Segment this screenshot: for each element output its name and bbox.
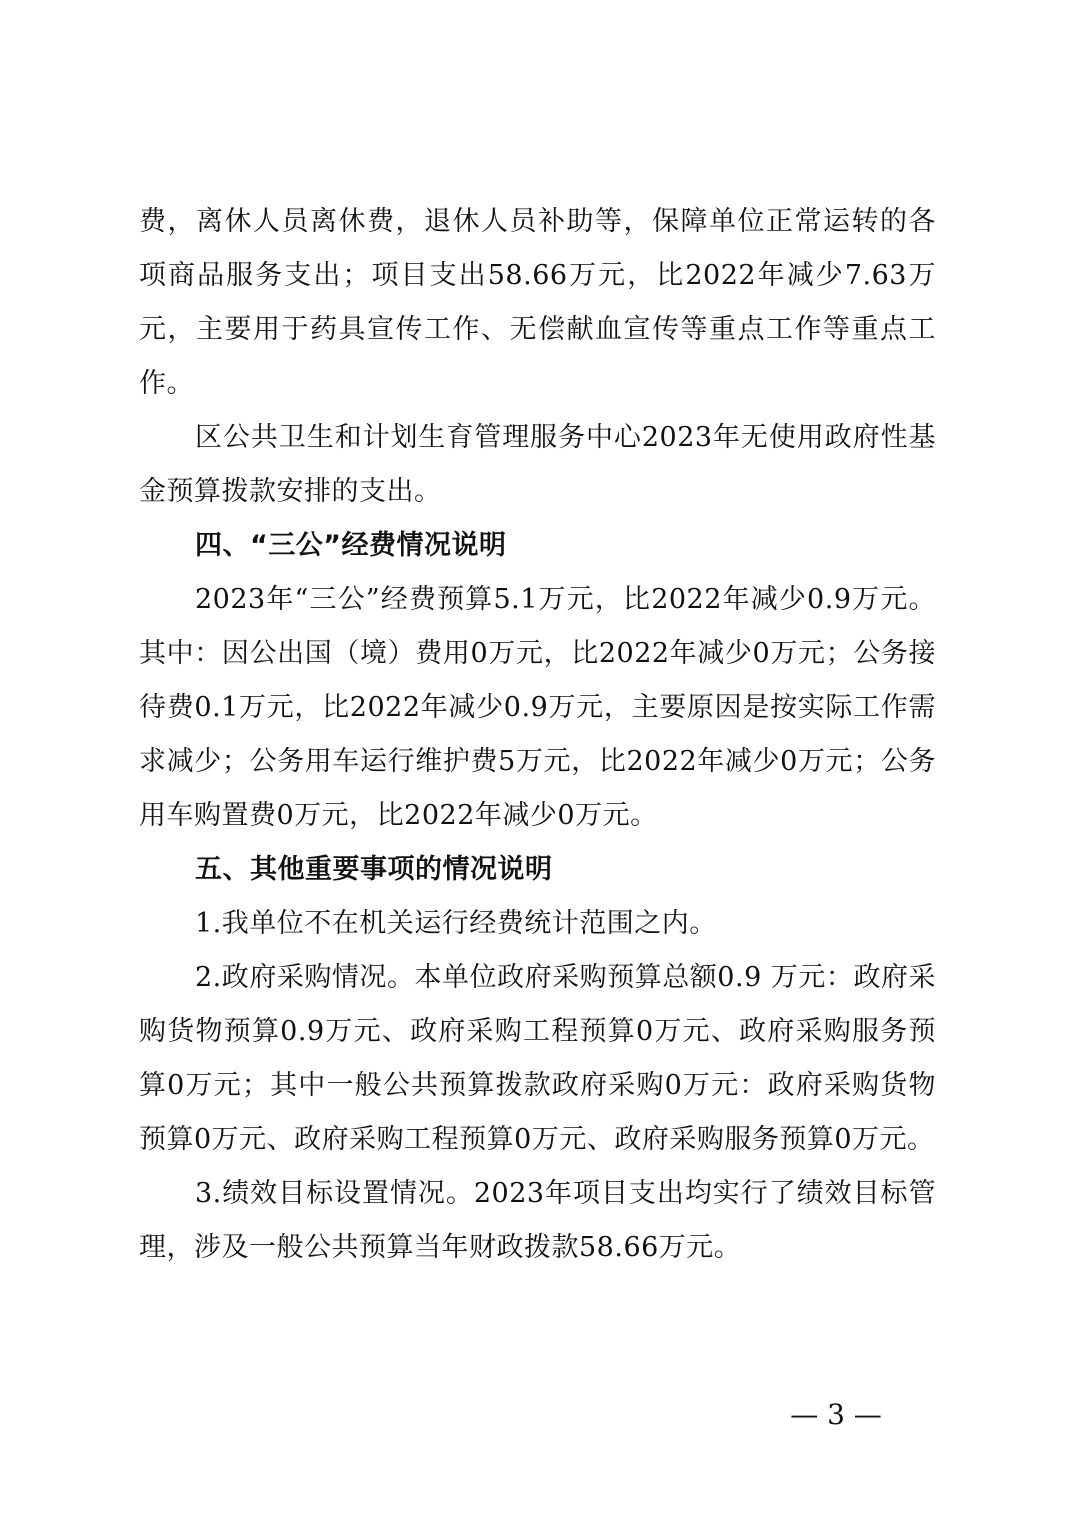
section-heading-three-public: 四、“三公”经费情况说明 xyxy=(195,530,507,561)
paragraph-operating-funds: 1.我单位不在机关运行经费统计范围之内。 xyxy=(195,908,717,939)
paragraph-procurement: 2.政府采购情况。本单位政府采购预算总额0.9 万元：政府采购货物预算0.9万元、政府采购工程预算0万元、政府采购服务预算0万元；其中一般公共预算拨款政府采购0万元：政府采购货物预算0万元、政府采购工程预算0万元、政府采购服务预算0万元。 xyxy=(139,962,936,1155)
paragraph-performance-goals: 3.绩效目标设置情况。2023年项目支出均实行了绩效目标管理，涉及一般公共预算当年财政拨款58.66万元。 xyxy=(139,1178,936,1263)
section-heading-other-matters: 五、其他重要事项的情况说明 xyxy=(195,854,553,885)
paragraph-government-fund: 区公共卫生和计划生育管理服务中心2023年无使用政府性基金预算拨款安排的支出。 xyxy=(139,422,936,507)
paragraph-three-public-funds: 2023年“三公”经费预算5.1万元，比2022年减少0.9万元。其中：因公出国（境）费用0万元，比2022年减少0万元；公务接待费0.1万元，比2022年减少0.9万元，主要原因是按实际工作需求减少；公务用车运行维护费5万元，比2022年减少0万元；公务用车购置费0万元，比2022年减少0万元。 xyxy=(139,584,936,831)
paragraph-expenditure-continued: 费，离休人员离休费，退休人员补助等，保障单位正常运转的各项商品服务支出；项目支出58.66万元，比2022年减少7.63万元，主要用于药具宣传工作、无偿献血宣传等重点工作等重点工作。 xyxy=(139,206,936,399)
document-body xyxy=(139,195,936,1275)
page-number: — 3 — xyxy=(790,1398,882,1431)
